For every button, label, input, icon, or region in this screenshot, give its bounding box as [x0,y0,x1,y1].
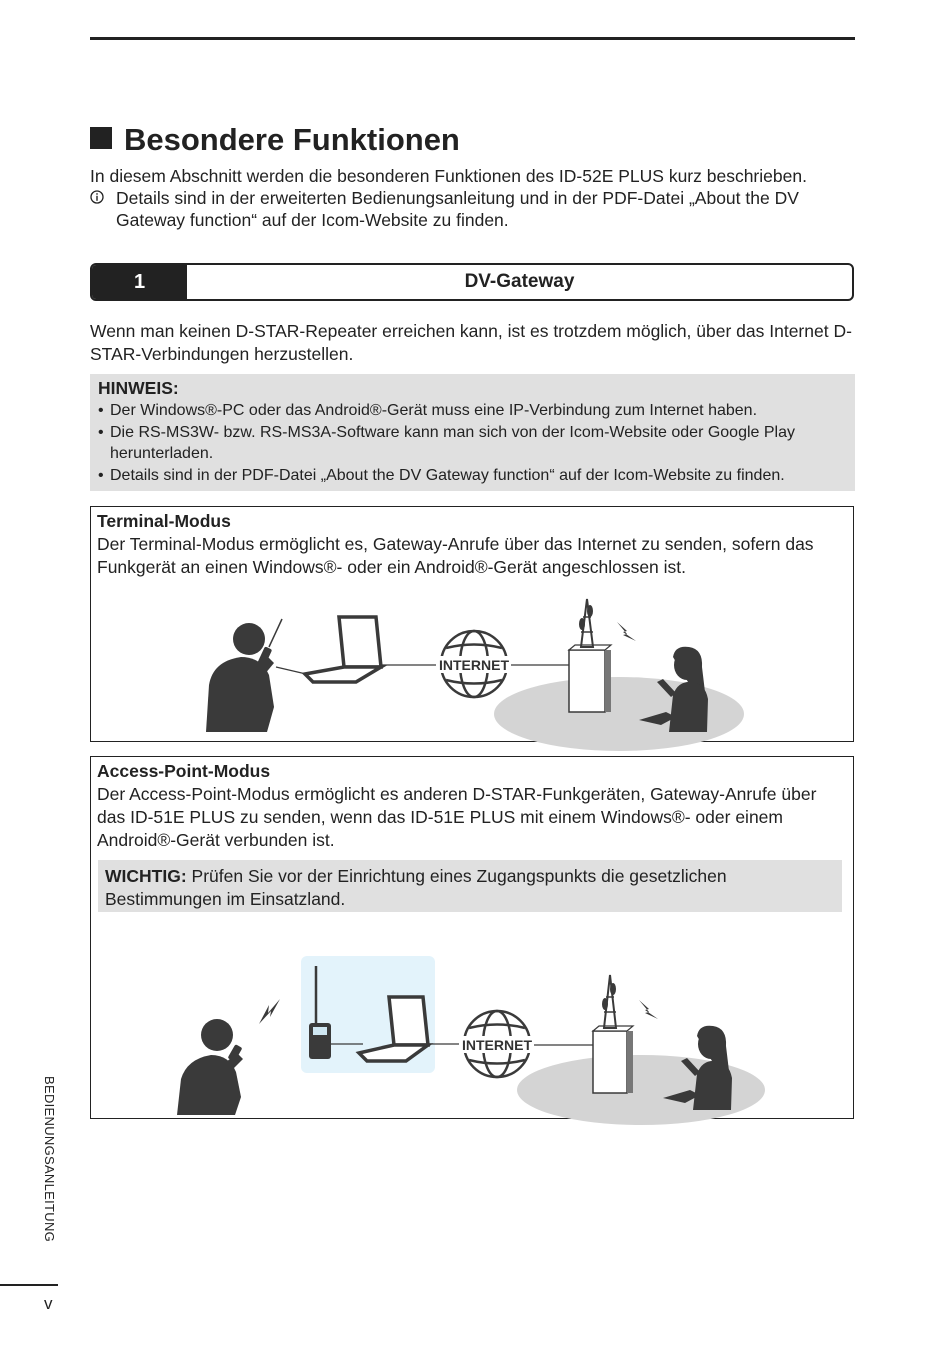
note-list [98,400,848,486]
terminal-mode-heading: Terminal-Modus [97,511,231,531]
person-with-radio-icon [177,1019,243,1115]
info-icon [90,190,104,204]
access-point-mode-heading: Access-Point-Modus [97,761,271,781]
radio-signal-icon [617,622,636,641]
info-text: Details sind in der erweiterten Bedienungsanleitung und in der PDF-Datei „About the DV Gateway function“ auf der Icom-Website zu finden. [116,188,799,230]
manual-side-label: BEDIENUNGSANLEITUNG [42,1076,57,1243]
subsection-paragraph: Wenn man keinen D-STAR-Repeater erreichen kann, ist es trotzdem möglich, über das Internet D-STAR-Verbindungen herzustellen. [90,321,852,364]
radio-laptop-link [276,667,306,674]
top-rule [90,37,855,40]
note-item: • Der Windows®-PC oder das Android®-Gerät muss eine IP-Verbindung zum Internet haben. [98,402,758,419]
side-rule [0,1284,58,1286]
access-point-mode-illustration [91,757,853,1118]
repeater-tower-icon [569,599,611,712]
important-text: Prüfen Sie vor der Einrichtung eines Zugangspunkts die gesetzlichen Bestimmungen im Einsatzland. [105,866,727,909]
radio-signal-icon [259,999,280,1024]
intro-text: In diesem Abschnitt werden die besonderen Funktionen des ID-52E PLUS kurz beschrieben. [90,166,807,186]
terminal-mode-text: Der Terminal-Modus ermöglicht es, Gateway-Anrufe über das Internet zu senden, sofern das Funkgerät an einen Windows®- oder ein Android®-Gerät angeschlossen ist. [97,534,814,577]
subsection-header [90,263,854,301]
subsection-title: DV-Gateway [464,271,575,292]
page-number: v [44,1294,53,1313]
access-point-mode-box [90,756,854,1119]
note-heading: HINWEIS: [98,378,179,398]
section-title: Besondere Funktionen [124,122,460,157]
important-label: WICHTIG: [105,866,187,886]
access-point-mode-text: Der Access-Point-Modus ermöglicht es anderen D-STAR-Funkgeräten, Gateway-Anrufe über das ID-51E PLUS zu senden, wenn das ID-51E PLUS mit einem Windows®- oder einem Android®-Gerät verbunden ist. [97,784,817,850]
info-note [90,187,850,231]
internet-label: INTERNET [462,1037,532,1053]
laptop-icon [305,617,381,682]
radio-signal-icon [639,1000,658,1019]
repeater-tower-icon [593,975,633,1093]
internet-label: INTERNET [439,657,509,673]
square-bullet-icon [90,127,112,149]
person-with-radio-icon [206,619,282,732]
terminal-mode-box [90,506,854,742]
note-box [90,374,855,491]
section-heading [90,122,460,158]
note-item: • Details sind in der PDF-Datei „About the DV Gateway function“ auf der Icom-Website zu finden. [98,466,785,484]
terminal-mode-illustration [91,507,853,741]
note-item: • Die RS-MS3W- bzw. RS-MS3A-Software kann man sich von der Icom-Website oder Google Play herunterladen. [98,423,795,462]
subsection-number: 1 [92,265,187,299]
